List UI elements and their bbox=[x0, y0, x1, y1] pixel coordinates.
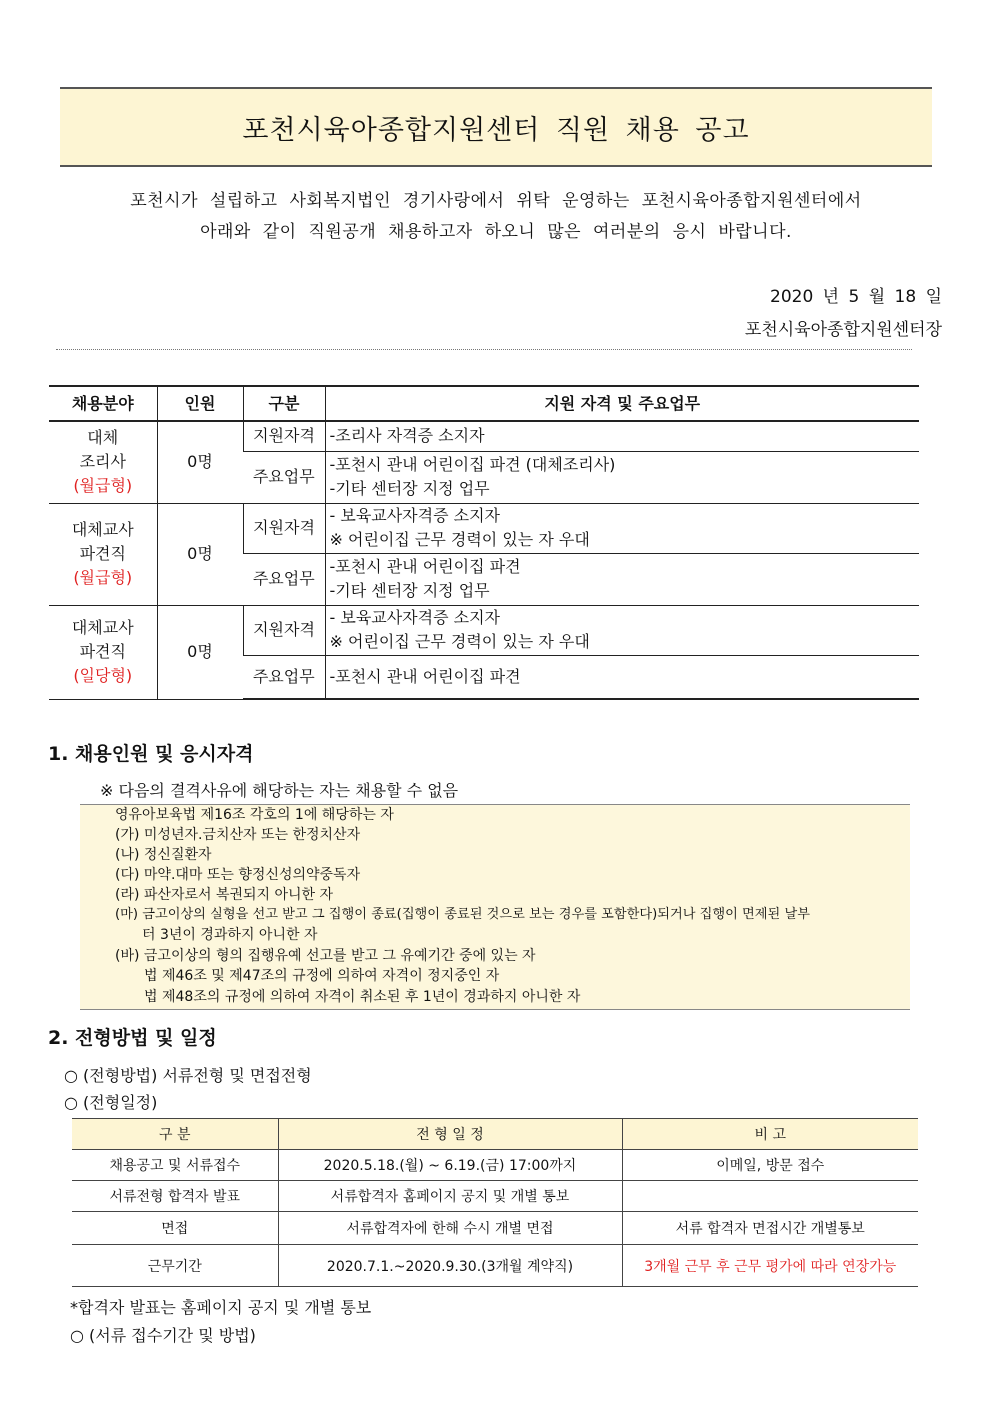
table-row bbox=[72, 1212, 918, 1245]
schedule-note: 서류 합격자 면접시간 개별통보 bbox=[622, 1212, 918, 1245]
disqualification-line: (다) 마약.대마 또는 향정신성의약중독자 bbox=[115, 867, 361, 883]
page-title-text: 포천시육아종합지원센터 직원 채용 공고 bbox=[242, 114, 750, 146]
schedule-header-note: 비 고 bbox=[622, 1119, 918, 1150]
qualification-label: 지원자격 bbox=[243, 503, 325, 553]
header-count: 인원 bbox=[157, 386, 243, 421]
schedule-note bbox=[622, 1181, 918, 1212]
schedule-header-category: 구 분 bbox=[72, 1119, 278, 1150]
intro-line-2: 아래와 같이 직원공개 채용하고자 하오니 많은 여러분의 응시 바랍니다. bbox=[200, 222, 792, 242]
schedule-category: 근무기간 bbox=[72, 1245, 278, 1287]
section-1-heading: 1. 채용인원 및 응시자격 bbox=[48, 743, 254, 765]
disqualification-line: (바) 금고이상의 형의 집행유예 선고를 받고 그 유예기간 중에 있는 자 bbox=[115, 948, 536, 964]
job-field: 대체교사 파견직 (일당형) bbox=[49, 605, 157, 699]
schedule-category: 서류전형 합격자 발표 bbox=[72, 1181, 278, 1212]
duty-text: -포천시 관내 어린이집 파견 -기타 센터장 지정 업무 bbox=[325, 553, 919, 605]
disqualification-box bbox=[80, 804, 910, 1010]
pay-type: (월급형) bbox=[73, 568, 133, 587]
schedule-date: 2020.5.18.(월) ~ 6.19.(금) 17:00까지 bbox=[278, 1150, 622, 1181]
job-table bbox=[49, 385, 919, 700]
disqualification-line: (마) 금고이상의 실형을 선고 받고 그 집행이 종료(집행이 종료된 것으로 보는 경우를 포함한다)되거나 집행이 면제된 날부 bbox=[115, 907, 810, 922]
header-details: 지원 자격 및 주요업무 bbox=[325, 386, 919, 421]
job-field: 대체교사 파견직 (월급형) bbox=[49, 503, 157, 605]
schedule-label: ○ (전형일정) bbox=[64, 1093, 158, 1112]
schedule-category: 면접 bbox=[72, 1212, 278, 1245]
intro-line-1: 포천시가 설립하고 사회복지법인 경기사랑에서 위탁 운영하는 포천시육아종합지원센터에서 bbox=[130, 191, 862, 211]
disqualification-line: (나) 정신질환자 bbox=[115, 847, 212, 863]
issuing-organization: 포천시육아종합지원센터장 bbox=[744, 320, 942, 340]
duty-text: -포천시 관내 어린이집 파견 (대체조리사) -기타 센터장 지정 업무 bbox=[325, 451, 919, 503]
schedule-category: 채용공고 및 서류접수 bbox=[72, 1150, 278, 1181]
duty-label: 주요업무 bbox=[243, 655, 325, 699]
duty-text: -포천시 관내 어린이집 파견 bbox=[325, 655, 919, 699]
table-row bbox=[49, 421, 919, 451]
qualification-text: - 보육교사자격증 소지자 ※ 어린이집 근무 경력이 있는 자 우대 bbox=[325, 605, 919, 655]
header-field: 채용분야 bbox=[49, 386, 157, 421]
dotted-divider bbox=[56, 349, 912, 350]
job-field: 대체 조리사 (월급형) bbox=[49, 421, 157, 503]
qualification-text: - 보육교사자격증 소지자 ※ 어린이집 근무 경력이 있는 자 우대 bbox=[325, 503, 919, 553]
table-row bbox=[49, 503, 919, 553]
announcement-date: 2020 년 5 월 18 일 bbox=[770, 287, 942, 307]
header-category: 구분 bbox=[243, 386, 325, 421]
section-2-heading: 2. 전형방법 및 일정 bbox=[48, 1027, 217, 1049]
table-row bbox=[72, 1245, 918, 1287]
submission-period-item: ○ (서류 접수기간 및 방법) bbox=[70, 1326, 256, 1345]
disqualification-line: 법 제46조 및 제47조의 규정에 의하여 자격이 정지중인 자 bbox=[144, 968, 500, 984]
disqualification-line: 터 3년이 경과하지 아니한 자 bbox=[142, 927, 318, 943]
disqualification-line: 영유아보육법 제16조 각호의 1에 해당하는 자 bbox=[115, 807, 394, 823]
disqualification-line: (가) 미성년자.금치산자 또는 한정치산자 bbox=[115, 827, 361, 843]
schedule-date: 2020.7.1.~2020.9.30.(3개월 계약직) bbox=[278, 1245, 622, 1287]
qualification-label: 지원자격 bbox=[243, 605, 325, 655]
page-title bbox=[60, 87, 932, 167]
schedule-header bbox=[72, 1119, 918, 1150]
job-count: 0명 bbox=[157, 421, 243, 503]
table-row bbox=[72, 1181, 918, 1212]
duty-label: 주요업무 bbox=[243, 451, 325, 503]
schedule-header-date: 전 형 일 정 bbox=[278, 1119, 622, 1150]
schedule-date: 서류합격자에 한해 수시 개별 면접 bbox=[278, 1212, 622, 1245]
qualification-text: -조리사 자격증 소지자 bbox=[325, 421, 919, 451]
duty-label: 주요업무 bbox=[243, 553, 325, 605]
disqualification-line: 법 제48조의 규정에 의하여 자격이 취소된 후 1년이 경과하지 아니한 자 bbox=[144, 989, 581, 1005]
table-row bbox=[49, 605, 919, 655]
job-count: 0명 bbox=[157, 605, 243, 699]
pay-type: (일당형) bbox=[73, 666, 133, 685]
job-count: 0명 bbox=[157, 503, 243, 605]
selection-method: ○ (전형방법) 서류전형 및 면접전형 bbox=[64, 1066, 312, 1085]
disqualification-note: ※ 다음의 결격사유에 해당하는 자는 채용할 수 없음 bbox=[100, 781, 459, 800]
schedule-table bbox=[72, 1118, 918, 1287]
disqualification-line: (라) 파산자로서 복권되지 아니한 자 bbox=[115, 887, 334, 903]
pay-type: (월급형) bbox=[73, 476, 133, 496]
schedule-note: 3개월 근무 후 근무 평가에 따라 연장가능 bbox=[622, 1245, 918, 1287]
announcement-footnote: *합격자 발표는 홈페이지 공지 및 개별 통보 bbox=[70, 1298, 372, 1317]
table-row bbox=[72, 1150, 918, 1181]
schedule-date: 서류합격자 홈페이지 공지 및 개별 통보 bbox=[278, 1181, 622, 1212]
schedule-note: 이메일, 방문 접수 bbox=[622, 1150, 918, 1181]
qualification-label: 지원자격 bbox=[243, 421, 325, 451]
job-table-header bbox=[49, 386, 919, 421]
